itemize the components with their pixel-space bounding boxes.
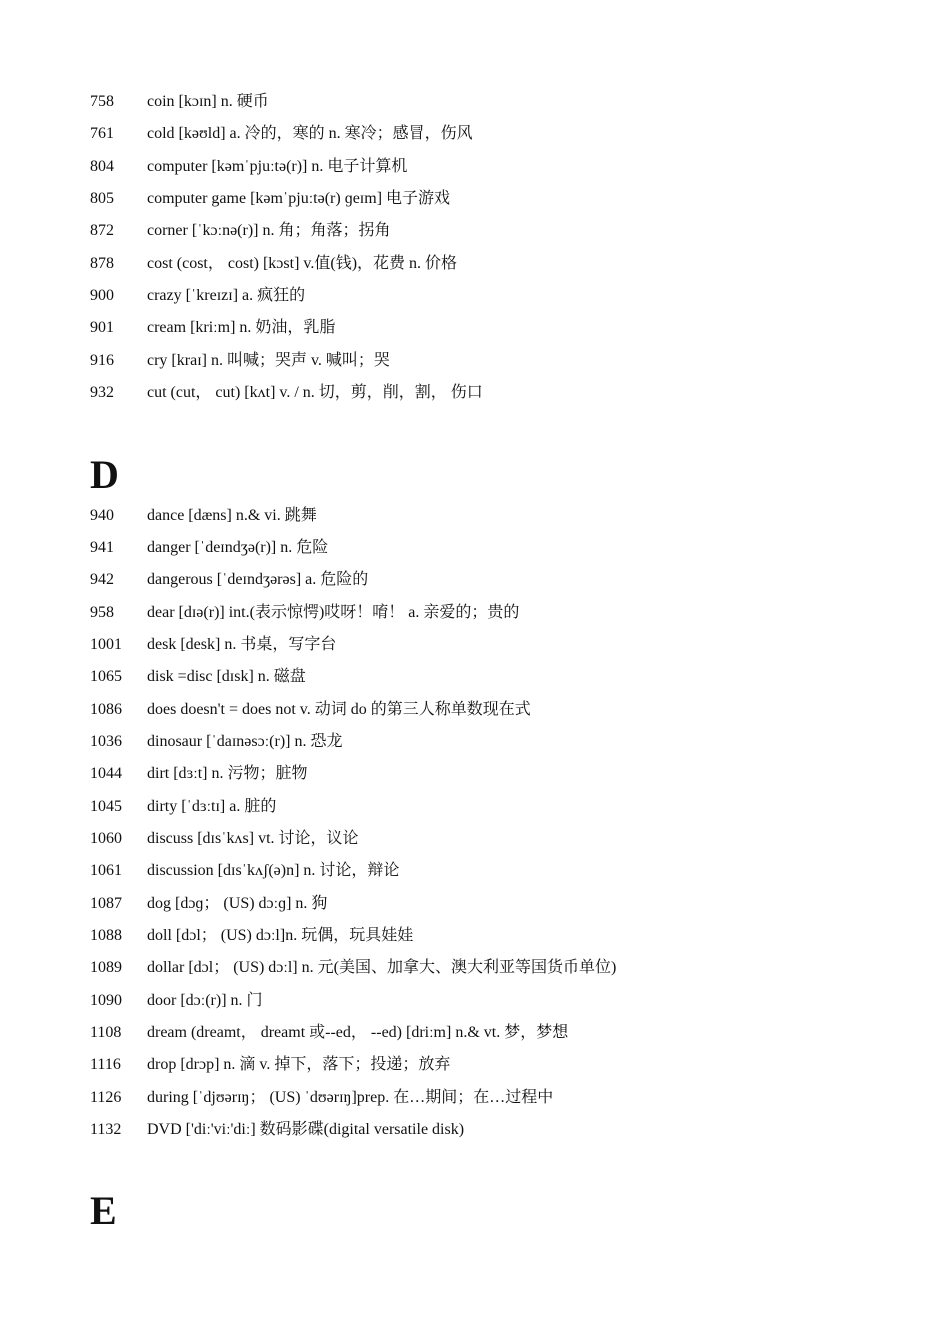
entry-text: discussion [dɪsˈkʌʃ(ə)n] n. 讨论，辩论: [147, 862, 400, 879]
entry-text: dirt [dɜːt] n. 污物；脏物: [147, 765, 308, 782]
list-item: [90, 252, 457, 276]
entry-number: 1086: [90, 701, 122, 718]
list-item: [90, 795, 276, 819]
entry-number: 1108: [90, 1024, 122, 1041]
list-item: [90, 504, 317, 528]
entry-number: 1001: [90, 636, 122, 653]
entry-number: 1045: [90, 798, 122, 815]
list-item: [90, 633, 336, 657]
entry-number: 942: [90, 571, 114, 588]
entry-text: dirty [ˈdɜːtɪ] a. 脏的: [147, 798, 277, 815]
entry-number: 872: [90, 222, 114, 239]
entry-text: computer [kəmˈpjuːtə(r)] n. 电子计算机: [147, 158, 408, 175]
entry-text: during [ˈdjʊərɪŋ； (US) ˈdʊərɪŋ]prep. 在…期间；在…过程中: [147, 1089, 554, 1106]
entry-number: 1061: [90, 862, 122, 879]
entry-text: cold [kəʊld] a. 冷的，寒的 n. 寒冷；感冒，伤风: [147, 125, 473, 142]
entry-number: 1087: [90, 895, 122, 912]
list-item: [90, 155, 407, 179]
entry-number: 958: [90, 604, 114, 621]
list-item: [90, 924, 413, 948]
entry-text: cream [kriːm] n. 奶油，乳脂: [147, 319, 336, 336]
list-item: [90, 349, 390, 373]
entry-number: 901: [90, 319, 114, 336]
entry-text: disk =disc [dɪsk] n. 磁盘: [147, 668, 306, 685]
list-item: [90, 219, 390, 243]
entry-text: cut (cut， cut) [kʌt] v. / n. 切，剪，削，割， 伤口: [147, 384, 483, 401]
entry-text: dollar [dɔl； (US) dɔːl] n. 元(美国、加拿大、澳大利亚等国货币单位): [147, 959, 617, 976]
entry-text: dog [dɔɡ； (US) dɔːɡ] n. 狗: [147, 895, 328, 912]
entry-text: dream (dreamt， dreamt 或--ed， --ed) [driːm] n.& vt. 梦，梦想: [147, 1024, 569, 1041]
list-item: [90, 122, 473, 146]
entry-number: 1044: [90, 765, 122, 782]
entry-number: 916: [90, 352, 114, 369]
list-item: [90, 381, 483, 405]
section-heading-d: D: [90, 452, 119, 497]
list-item: [90, 859, 399, 883]
entry-text: drop [drɔp] n. 滴 v. 掉下，落下；投递；放弃: [147, 1056, 451, 1073]
entry-text: dangerous [ˈdeɪndʒərəs] a. 危险的: [147, 571, 369, 588]
entry-text: crazy [ˈkreɪzɪ] a. 疯狂的: [147, 287, 306, 304]
list-item: [90, 989, 263, 1013]
entry-number: 761: [90, 125, 114, 142]
list-item: [90, 536, 328, 560]
entry-text: dance [dæns] n.& vi. 跳舞: [147, 507, 317, 524]
entry-number: 1089: [90, 959, 122, 976]
entry-text: coin [kɔɪn] n. 硬币: [147, 93, 269, 110]
entry-number: 1126: [90, 1089, 122, 1106]
list-item: [90, 568, 368, 592]
entry-text: cry [kraɪ] n. 叫喊；哭声 v. 喊叫；哭: [147, 352, 390, 369]
entry-number: 805: [90, 190, 114, 207]
entry-number: 1065: [90, 668, 122, 685]
entry-text: danger [ˈdeɪndʒə(r)] n. 危险: [147, 539, 329, 556]
list-item: [90, 187, 450, 211]
entry-number: 1116: [90, 1056, 121, 1073]
entry-number: 758: [90, 93, 114, 110]
list-item: [90, 90, 269, 114]
entry-number: 941: [90, 539, 114, 556]
entry-text: does doesn't = does not v. 动词 do 的第三人称单数现在式: [147, 701, 531, 718]
entry-text: cost (cost， cost) [kɔst] v.值(钱)，花费 n. 价格: [147, 255, 458, 272]
entry-number: 1060: [90, 830, 122, 847]
list-item: [90, 316, 335, 340]
list-item: [90, 762, 308, 786]
entry-number: 1088: [90, 927, 122, 944]
list-item: [90, 665, 306, 689]
entry-number: 932: [90, 384, 114, 401]
entry-text: DVD ['diː'viː'diː] 数码影碟(digital versatile disk): [147, 1121, 465, 1138]
entry-number: 1132: [90, 1121, 122, 1138]
section-heading-e: E: [90, 1188, 117, 1233]
entry-text: door [dɔː(r)] n. 门: [147, 992, 263, 1009]
entry-text: dinosaur [ˈdaɪnəsɔː(r)] n. 恐龙: [147, 733, 343, 750]
list-item: [90, 827, 359, 851]
entry-number: 1036: [90, 733, 122, 750]
entry-text: dear [dɪə(r)] int.(表示惊愕)哎呀！唷！ a. 亲爱的；贵的: [147, 604, 520, 621]
list-item: [90, 698, 531, 722]
entry-number: 940: [90, 507, 114, 524]
list-item: [90, 730, 343, 754]
list-item: [90, 956, 616, 980]
entry-text: desk [desk] n. 书桌，写字台: [147, 636, 337, 653]
entry-number: 900: [90, 287, 114, 304]
list-item: [90, 1118, 464, 1142]
entry-text: computer game [kəmˈpjuːtə(r) ɡeɪm] 电子游戏: [147, 190, 451, 207]
list-item: [90, 1053, 450, 1077]
entry-number: 1090: [90, 992, 122, 1009]
entry-text: corner [ˈkɔːnə(r)] n. 角；角落；拐角: [147, 222, 391, 239]
list-item: [90, 1086, 553, 1110]
list-item: [90, 1021, 568, 1045]
entry-text: discuss [dɪsˈkʌs] vt. 讨论，议论: [147, 830, 359, 847]
list-item: [90, 892, 327, 916]
list-item: [90, 284, 305, 308]
entry-number: 804: [90, 158, 114, 175]
list-item: [90, 601, 519, 625]
entry-text: doll [dɔl； (US) dɔːl]n. 玩偶，玩具娃娃: [147, 927, 414, 944]
entry-number: 878: [90, 255, 114, 272]
